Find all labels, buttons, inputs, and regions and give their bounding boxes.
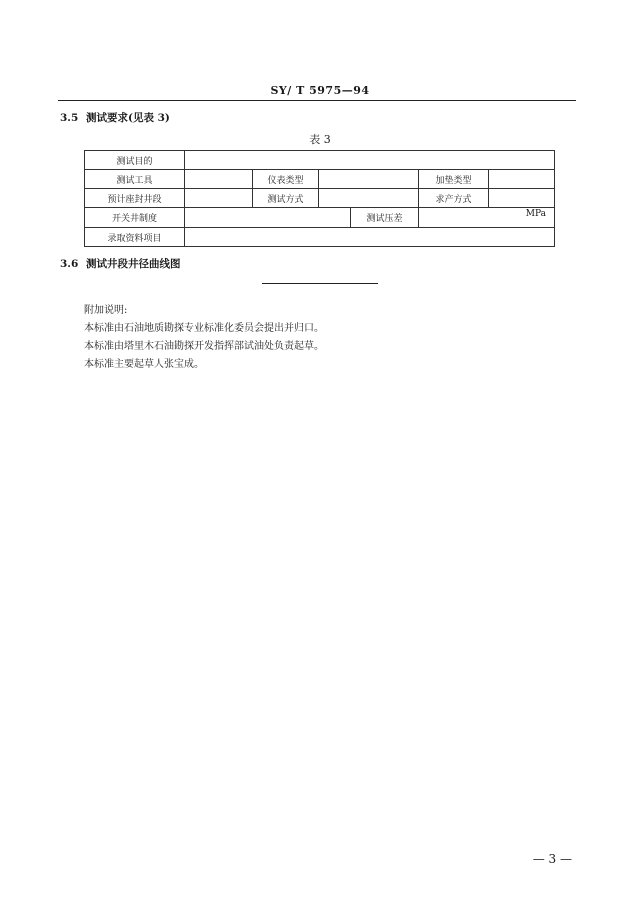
page-number: — 3 —: [532, 852, 572, 866]
pad-type-label: 加垫类型: [419, 170, 489, 189]
section-3-6-title: 测试井段井径曲线图: [86, 258, 181, 270]
table-row-tool: [85, 170, 555, 189]
test-requirements-table: [84, 150, 555, 247]
pressure-diff-label: 测试压差: [351, 208, 419, 228]
notes-line: 本标准由石油地质勘探专业标准化委员会提出并归口。: [84, 323, 324, 334]
tool-value-cell: [185, 170, 253, 189]
shut-in-value-cell: [185, 208, 351, 228]
seal-interval-label: 预计座封井段: [85, 189, 185, 208]
section-3-5-heading: [60, 110, 170, 125]
production-method-value-cell: [489, 189, 555, 208]
section-3-5-title: 测试要求(见表 3): [86, 112, 170, 124]
end-rule: [262, 283, 378, 284]
pressure-unit: MPa: [419, 208, 555, 228]
seal-interval-value-cell: [185, 189, 253, 208]
shut-in-label: 开关井制度: [85, 208, 185, 228]
pad-type-value-cell: [489, 170, 555, 189]
table-row-shut-in: [85, 208, 555, 228]
section-3-6-number: 3.6: [60, 258, 79, 270]
additional-notes: [84, 302, 324, 374]
table-row-purpose: [85, 151, 555, 170]
header-rule: [58, 100, 576, 101]
tool-label: 测试工具: [85, 170, 185, 189]
section-3-5-number: 3.5: [60, 112, 79, 124]
notes-heading: 附加说明:: [84, 305, 128, 316]
table-row-data-items: [85, 228, 555, 247]
production-method-label: 求产方式: [419, 189, 489, 208]
notes-line: 本标准主要起草人张宝成。: [84, 359, 204, 370]
test-method-value-cell: [319, 189, 419, 208]
data-items-value-cell: [185, 228, 555, 247]
test-method-label: 测试方式: [253, 189, 319, 208]
purpose-label: 测试目的: [85, 151, 185, 170]
standard-code-header: SY/ T 5975—94: [270, 84, 370, 97]
purpose-value-cell: [185, 151, 555, 170]
table-row-seal-interval: [85, 189, 555, 208]
notes-line: 本标准由塔里木石油勘探开发指挥部试油处负责起草。: [84, 341, 324, 352]
data-items-label: 录取资料项目: [85, 228, 185, 247]
section-3-6-heading: [60, 256, 181, 271]
instrument-type-label: 仪表类型: [253, 170, 319, 189]
instrument-type-value-cell: [319, 170, 419, 189]
table-caption: 表 3: [309, 133, 331, 146]
